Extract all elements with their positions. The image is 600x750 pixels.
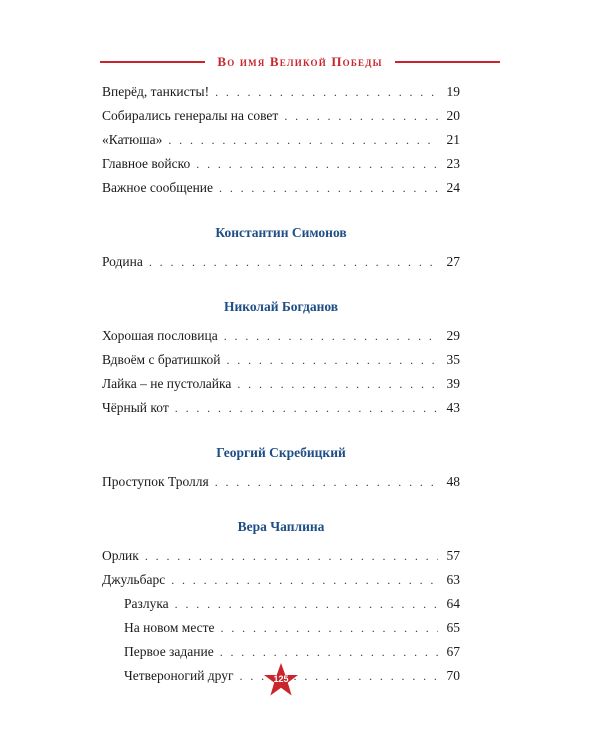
author-heading: Вера Чаплина [237, 519, 325, 534]
toc-entry-page: 70 [446, 668, 460, 683]
dot-leader [145, 549, 438, 564]
toc-entry-page: 21 [446, 132, 460, 147]
toc-entry-title: Родина [102, 254, 143, 269]
toc-entry-title: «Катюша» [102, 132, 163, 147]
toc-entry[interactable] [102, 132, 460, 156]
toc-entry-page: 29 [446, 328, 460, 343]
toc-entry-page: 43 [446, 400, 460, 415]
toc-entry[interactable] [102, 108, 460, 132]
toc-section [102, 222, 460, 278]
toc-entry[interactable] [102, 254, 460, 278]
toc-entry-page: 65 [446, 620, 460, 635]
toc-entry-page: 64 [446, 596, 460, 611]
page-number: 125 [273, 674, 289, 684]
toc-entry-title: Вперёд, танкисты! [102, 84, 210, 99]
toc-entry-page: 24 [446, 180, 460, 195]
toc-entry-title: На новом месте [124, 620, 215, 635]
toc-entry-title: Джульбарс [102, 572, 166, 587]
toc-section [102, 442, 460, 498]
toc-entry[interactable] [102, 572, 460, 596]
dot-leader [237, 377, 438, 392]
dot-leader [175, 401, 438, 416]
page-number-badge [263, 662, 299, 698]
dot-leader [149, 255, 438, 270]
author-heading: Николай Богданов [223, 299, 339, 314]
header-rule-left [100, 61, 205, 63]
toc-entry-page: 67 [446, 644, 460, 659]
toc-entry-title: Четвероногий друг [124, 668, 234, 683]
toc-entry-title: Чёрный кот [102, 400, 169, 415]
author-heading: Георгий Скребицкий [216, 445, 346, 460]
toc-entry[interactable] [102, 548, 460, 572]
dot-leader [215, 475, 438, 490]
book-title: Во имя Великой Победы [217, 54, 383, 69]
toc-entry-title: Орлик [102, 548, 139, 563]
toc-section [102, 84, 460, 204]
toc-subentry[interactable] [102, 596, 460, 620]
toc-entry[interactable] [102, 474, 460, 498]
toc-entry[interactable] [102, 180, 460, 204]
toc-entry[interactable] [102, 400, 460, 424]
dot-leader [219, 181, 438, 196]
running-header [100, 52, 500, 72]
dot-leader [196, 157, 438, 172]
dot-leader [284, 109, 438, 124]
table-of-contents [102, 80, 460, 692]
toc-entry-page: 23 [446, 156, 460, 171]
toc-section [102, 296, 460, 424]
dot-leader [221, 621, 438, 636]
header-rule-right [395, 61, 500, 63]
toc-entry-title: Лайка – не пустолайка [102, 376, 232, 391]
toc-entry[interactable] [102, 376, 460, 400]
toc-entry-title: Важное сообщение [102, 180, 214, 195]
dot-leader [168, 133, 438, 148]
toc-entry-page: 63 [446, 572, 460, 587]
toc-entry[interactable] [102, 156, 460, 180]
toc-entry-page: 39 [446, 376, 460, 391]
toc-entry-page: 57 [446, 548, 460, 563]
toc-entry-title: Проступок Тролля [102, 474, 209, 489]
toc-subentry[interactable] [102, 620, 460, 644]
toc-entry-page: 35 [446, 352, 460, 367]
dot-leader [175, 597, 438, 612]
dot-leader [226, 353, 438, 368]
toc-entry-page: 48 [446, 474, 460, 489]
dot-leader [224, 329, 438, 344]
toc-entry[interactable] [102, 328, 460, 352]
toc-entry-title: Собирались генералы на совет [102, 108, 279, 123]
toc-entry-page: 20 [446, 108, 460, 123]
toc-entry[interactable] [102, 352, 460, 376]
author-heading: Константин Симонов [215, 225, 347, 240]
dot-leader [171, 573, 438, 588]
toc-entry-title: Хорошая пословица [102, 328, 218, 343]
dot-leader [220, 645, 438, 660]
toc-entry-title: Главное войско [102, 156, 191, 171]
toc-entry[interactable] [102, 84, 460, 108]
dot-leader [215, 85, 438, 100]
toc-entry-title: Разлука [124, 596, 169, 611]
toc-entry-title: Первое задание [124, 644, 214, 659]
toc-entry-page: 27 [446, 254, 460, 269]
toc-entry-page: 19 [446, 84, 460, 99]
toc-entry-title: Вдвоём с братишкой [102, 352, 221, 367]
